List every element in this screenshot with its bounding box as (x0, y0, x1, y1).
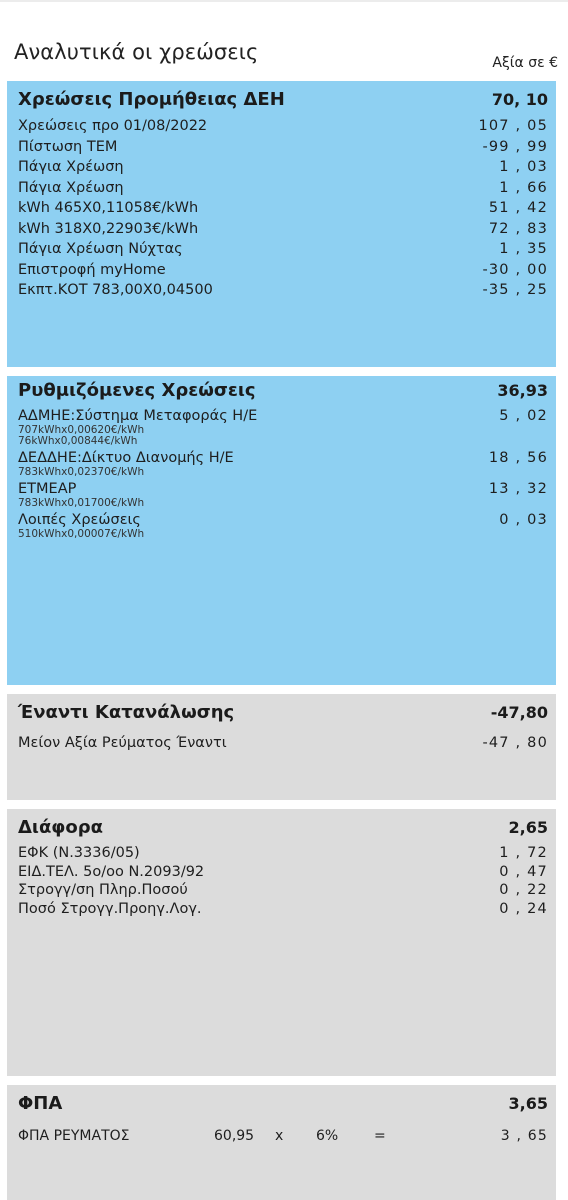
regulated-charges-total: 36,93 (497, 381, 548, 400)
value-column-header: Αξία σε € (492, 55, 558, 71)
supply-charges-title: Χρεώσεις Προμήθειας ΔΕΗ (18, 89, 285, 110)
regulated-charges-title: Ρυθμιζόμενες Χρεώσεις (18, 380, 256, 401)
misc-charges-list (18, 844, 548, 918)
net-metering-section (7, 694, 556, 800)
vat-base-amount: 60,95 (214, 1128, 255, 1144)
page-title: Αναλυτικά οι χρεώσεις (14, 40, 259, 64)
vat-line-label: ΦΠΑ ΡΕΥΜΑΤΟΣ (18, 1128, 130, 1144)
charge-line: Πάγια Χρέωση 1 , 03 (18, 159, 548, 175)
charge-detail: 510kWhx0,00007€/kWh (18, 528, 145, 540)
charge-line: Πάγια Χρέωση Νύχτας 1 , 35 (18, 241, 548, 257)
supply-charges-header (18, 89, 548, 110)
supply-charges-list (18, 116, 548, 301)
vat-calculation-line (18, 1128, 548, 1148)
net-metering-list (18, 733, 548, 754)
net-metering-header (18, 702, 548, 723)
charge-line: Πάγια Χρέωση 1 , 66 (18, 179, 548, 196)
charge-detail: 707kWhx0,00620€/kWh (18, 424, 145, 436)
net-metering-title: Έναντι Κατανάλωσης (18, 702, 235, 723)
regulated-charge-item: Λοιπές Χρεώσεις 0 , 03 510kWhx0,00007€/kWh (18, 512, 548, 540)
regulated-charge-item: ΑΔΜΗΕ:Σύστημα Μεταφοράς Η/Ε 5 , 02 707kWhx0,00620€/kWh 76kWhx0,00844€/kWh (18, 408, 548, 447)
charge-line: Μείον Αξία Ρεύματος Έναντι -47 , 80 (18, 735, 548, 751)
vat-amount: 3 , 65 (500, 1128, 548, 1144)
charge-detail: 76kWhx0,00844€/kWh (18, 435, 138, 447)
vat-header (18, 1093, 548, 1114)
vat-rate: 6% (316, 1128, 339, 1144)
supply-charges-total: 70, 10 (491, 90, 548, 109)
vat-total: 3,65 (508, 1094, 548, 1113)
charge-detail: 783kWhx0,02370€/kWh (18, 466, 145, 478)
charge-line: Πίστωση ΤΕΜ -99 , 99 (18, 138, 548, 155)
regulated-charges-section (7, 376, 556, 685)
charge-line: Χρεώσεις προ 01/08/2022 107 , 05 (18, 118, 548, 134)
charge-line: Στρογγ/ση Πληρ.Ποσού 0 , 22 (18, 882, 548, 898)
charge-line: Επιστροφή myHome -30 , 00 (18, 261, 548, 278)
supply-charges-section (7, 81, 556, 367)
top-divider (0, 0, 568, 2)
misc-charges-total: 2,65 (508, 818, 548, 837)
misc-charges-title: Διάφορα (18, 817, 104, 838)
regulated-charge-item: ΔΕΔΔΗΕ:Δίκτυο Διανομής Η/Ε 18 , 56 783kWhx0,02370€/kWh (18, 450, 548, 478)
vat-section (7, 1085, 556, 1200)
misc-charges-section (7, 809, 556, 1076)
net-metering-total: -47,80 (490, 703, 548, 722)
charge-line: kWh 318X0,22903€/kWh 72 , 83 (18, 220, 548, 237)
charge-line: ΕΦΚ (Ν.3336/05) 1 , 72 (18, 845, 548, 861)
regulated-charges-list (18, 407, 548, 540)
regulated-charges-header (18, 380, 548, 401)
vat-title: ΦΠΑ (18, 1093, 63, 1114)
charge-detail: 783kWhx0,01700€/kWh (18, 497, 145, 509)
regulated-charge-item: ΕΤΜΕΑΡ 13 , 32 783kWhx0,01700€/kWh (18, 481, 548, 509)
charge-line: Εκπτ.ΚΟΤ 783,00Χ0,04500 -35 , 25 (18, 282, 548, 298)
charge-line: kWh 465X0,11058€/kWh 51 , 42 (18, 200, 548, 216)
vat-times-sign: x (275, 1128, 284, 1144)
misc-charges-header (18, 817, 548, 838)
vat-equals-sign: = (374, 1128, 386, 1144)
charge-line: ΕΙΔ.ΤΕΛ. 5ο/οο Ν.2093/92 0 , 47 (18, 863, 548, 880)
charge-line: Ποσό Στρογγ.Προηγ.Λογ. 0 , 24 (18, 900, 548, 917)
